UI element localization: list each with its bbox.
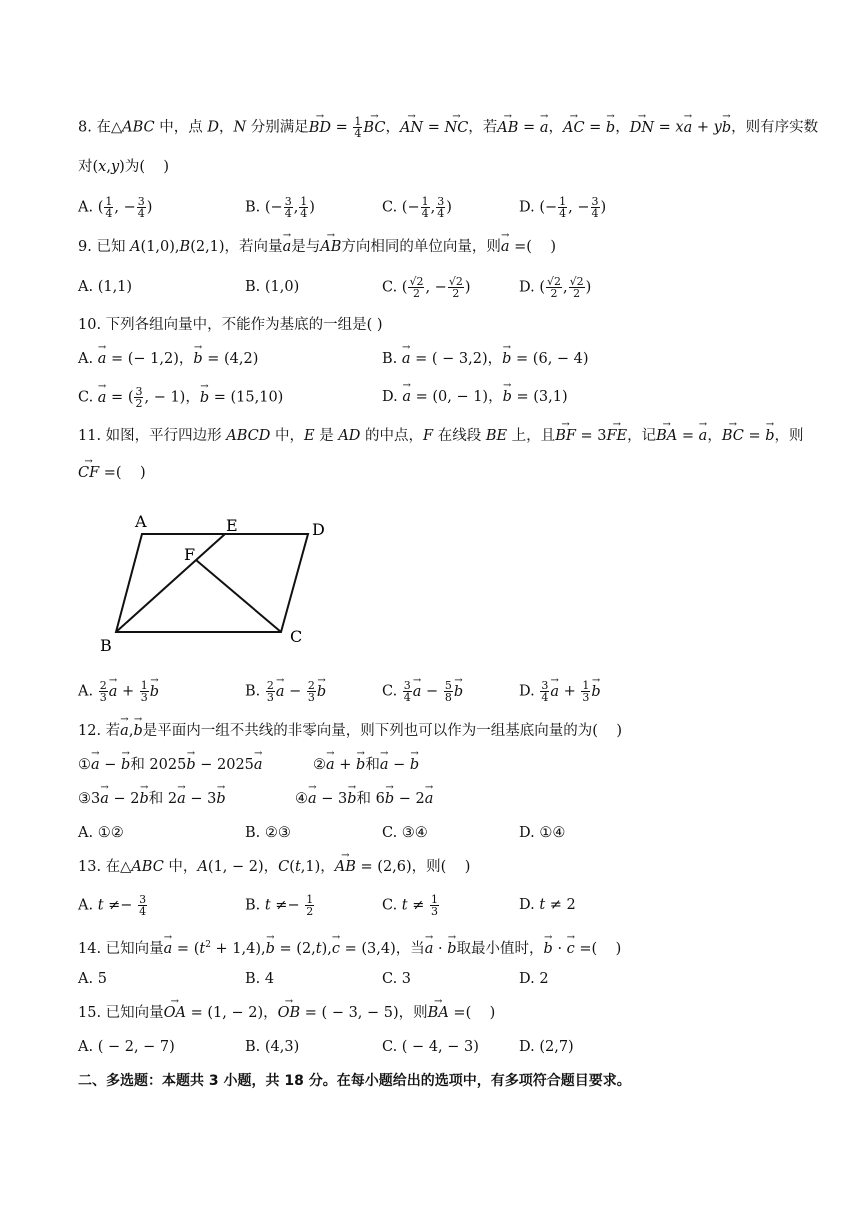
question-11-stem-cont: → CF =( ) bbox=[78, 462, 146, 484]
question-12-stem: 12. 若→ a,→ b是平面内一组不共线的非零向量，则下列也可以作为一组基底向量的为( ) bbox=[78, 720, 622, 742]
q11-option-d[interactable]: D. $\frac{3}{4}$ → a + $\frac{1}{3}$ → b bbox=[519, 680, 601, 703]
q14-option-a[interactable]: A. 5 bbox=[78, 971, 107, 987]
q14-option-c[interactable]: C. 3 bbox=[382, 971, 412, 987]
q13-option-c[interactable]: C. t ≠ $\frac{1}{3}$ bbox=[382, 893, 438, 918]
question-14-stem: 14. 已知向量→ $a = (t^2 + 1,4),\to b = (2,t),\to c = (3,4)$，当→ a · → b取最小值时，→ b · → c =( ) bbox=[78, 934, 621, 960]
q12-option-c[interactable]: C. ③④ bbox=[382, 825, 428, 841]
q8-option-b[interactable]: B. (− $\frac{3}{4}$ , $\frac{1}{4}$ ) bbox=[245, 195, 315, 220]
q12-option-b[interactable]: B. ②③ bbox=[245, 825, 291, 841]
q13-option-b[interactable]: B. t ≠− $\frac{1}{2}$ bbox=[245, 893, 314, 918]
question-15-stem: 15. 已知向量→ OA = (1, − 2)，→ OB = ( − 3, − 5)，则→ BA =( ) bbox=[78, 1002, 495, 1024]
q12-item-4: ④→ a − 3→ b和 6→ b − 2→ a bbox=[295, 788, 433, 810]
label-B: B bbox=[100, 636, 112, 655]
section-heading-multi-choice: 二、多选题：本题共 3 小题，共 18 分。在每小题给出的选项中，有多项符合题目要求。 bbox=[78, 1073, 631, 1089]
label-A: A bbox=[135, 512, 147, 531]
question-10-stem: 10. 下列各组向量中，不能作为基底的一组是( ) bbox=[78, 317, 383, 333]
q11-option-a[interactable]: A. $\frac{2}{3}$ → a + $\frac{1}{3}$ → b bbox=[78, 680, 159, 703]
question-9-stem: 9. 已知 A(1,0),B(2,1)，若向量→ a是与→ AB方向相同的单位向量，则→ a =( ) bbox=[78, 236, 556, 258]
q10-option-c[interactable]: C. → a = ( $\frac{3}{2}$ , − 1)，→ b = (15,10) bbox=[78, 386, 283, 409]
q11-option-c[interactable]: C. $\frac{3}{4}$ → a − $\frac{5}{8}$ → b bbox=[382, 680, 463, 703]
label-F: F bbox=[184, 545, 196, 564]
q15-option-a[interactable]: A. ( − 2, − 7) bbox=[78, 1039, 175, 1055]
q15-option-d[interactable]: D. (2,7) bbox=[519, 1039, 574, 1055]
q10-option-b[interactable]: B. → a = ( − 3,2)，→ b = (6, − 4) bbox=[382, 348, 589, 370]
q8-option-a[interactable]: A. ( $\frac{1}{4}$ , − $\frac{3}{4}$ ) bbox=[78, 195, 153, 220]
q10-option-d[interactable]: D. → a = (0, − 1)，→ b = (3,1) bbox=[382, 386, 568, 408]
question-13-stem: 13. 在△ABC 中，A(1, − 2)，C(t,1)，→ AB = (2,6)，则( ) bbox=[78, 856, 470, 878]
q10-option-a[interactable]: A. → a = (− 1,2)，→ b = (4,2) bbox=[78, 348, 258, 370]
question-11-stem: 11. 如图，平行四边形 ABCD 中，E 是 AD 的中点，F 在线段 BE 上，且→ BF = 3→ FE，记→ BA = → a，→ BC = → b，则 bbox=[78, 425, 804, 447]
question-8-stem: 8. 在△ABC 中，点 D，N 分别满足→ BD = $\frac{1}{4}$ → BC，→ AN = → NC，若→ AB = → a，→ AC = → b，→ DN = x→ a + y→ b，则有序实数 bbox=[78, 116, 818, 139]
q11-option-b[interactable]: B. $\frac{2}{3}$ → a − $\frac{2}{3}$ → b bbox=[245, 680, 326, 703]
q12-item-1: ①→ a − → b和 2025→ b − 2025→ a bbox=[78, 754, 263, 776]
q12-item-2: ②→ a + → b和→ a − → b bbox=[313, 754, 419, 776]
q13-option-a[interactable]: A. t ≠− $\frac{3}{4}$ bbox=[78, 893, 147, 918]
q12-option-a[interactable]: A. ①② bbox=[78, 825, 124, 841]
q8-option-c[interactable]: C. (− $\frac{1}{4}$ , $\frac{3}{4}$ ) bbox=[382, 195, 452, 220]
question-8-stem-cont: 对(x,y)为( ) bbox=[78, 159, 170, 175]
q15-option-c[interactable]: C. ( − 4, − 3) bbox=[382, 1039, 479, 1055]
q13-option-d[interactable]: D. t ≠ 2 bbox=[519, 897, 576, 913]
label-D: D bbox=[312, 520, 325, 539]
q9-option-c[interactable]: C. ( $\frac{√2}{2}$ , − $\frac{√2}{2}$ ) bbox=[382, 275, 471, 300]
parallelogram-figure bbox=[90, 505, 350, 655]
q14-option-d[interactable]: D. 2 bbox=[519, 971, 549, 987]
q12-item-3: ③3→ a − 2→ b和 2→ a − 3→ b bbox=[78, 788, 226, 810]
q8-option-d[interactable]: D. (− $\frac{1}{4}$ , − $\frac{3}{4}$ ) bbox=[519, 195, 607, 220]
q15-option-b[interactable]: B. (4,3) bbox=[245, 1039, 300, 1055]
label-C: C bbox=[290, 627, 303, 646]
q12-option-d[interactable]: D. ①④ bbox=[519, 825, 566, 841]
q9-option-b[interactable]: B. (1,0) bbox=[245, 279, 300, 295]
label-E: E bbox=[226, 516, 238, 535]
q14-option-b[interactable]: B. 4 bbox=[245, 971, 275, 987]
q9-option-d[interactable]: D. ( $\frac{√2}{2}$ , $\frac{√2}{2}$ ) bbox=[519, 275, 592, 300]
q9-option-a[interactable]: A. (1,1) bbox=[78, 279, 133, 295]
